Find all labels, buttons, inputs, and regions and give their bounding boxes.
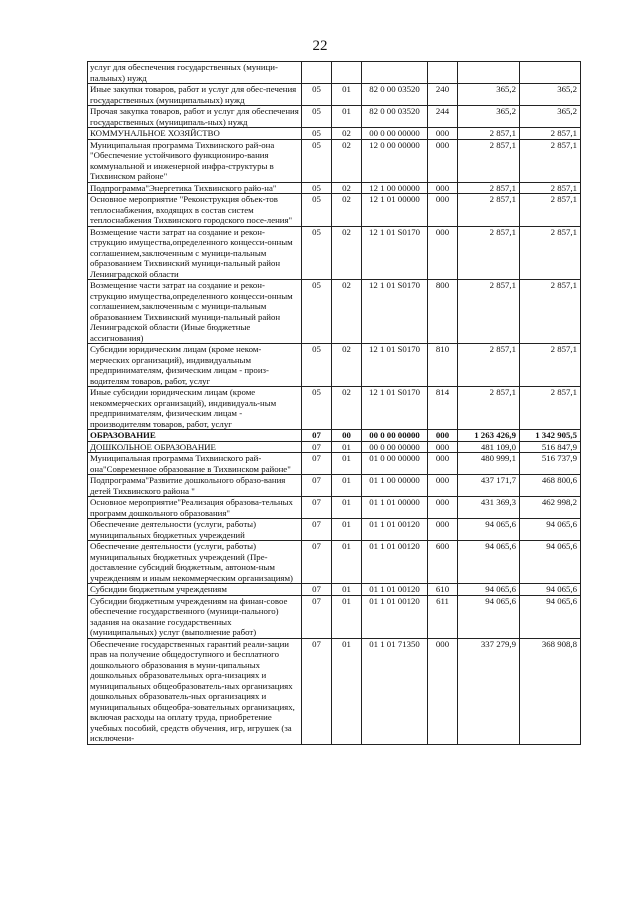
amount-year1-cell: 337 279,9	[458, 638, 520, 744]
expense-type-cell: 000	[428, 638, 458, 744]
row-name-cell: Подпрограмма"Энергетика Тихвинского райо-на"	[88, 182, 302, 194]
row-name-cell: ДОШКОЛЬНОЕ ОБРАЗОВАНИЕ	[88, 441, 302, 453]
amount-year2-cell: 94 065,6	[520, 595, 581, 638]
amount-year2-cell: 2 857,1	[520, 280, 581, 344]
amount-year2-cell: 2 857,1	[520, 182, 581, 194]
subsection-code-cell: 01	[332, 475, 362, 497]
table-row	[88, 62, 581, 84]
amount-year1-cell: 2 857,1	[458, 280, 520, 344]
subsection-code-cell: 01	[332, 497, 362, 519]
expense-type-cell: 000	[428, 182, 458, 194]
expense-type-cell: 000	[428, 453, 458, 475]
subsection-code-cell: 01	[332, 84, 362, 106]
section-code-cell: 05	[302, 226, 332, 280]
expense-type-cell: 610	[428, 584, 458, 596]
subsection-code-cell: 02	[332, 128, 362, 140]
target-article-cell	[362, 62, 428, 84]
section-code-cell: 05	[302, 344, 332, 387]
target-article-cell: 01 1 01 00120	[362, 519, 428, 541]
amount-year1-cell: 2 857,1	[458, 344, 520, 387]
amount-year1-cell: 2 857,1	[458, 387, 520, 430]
table-row	[88, 584, 581, 596]
amount-year2-cell	[520, 62, 581, 84]
row-name-cell: Обеспечение деятельности (услуги, работы) муниципальных бюджетных учреждений	[88, 519, 302, 541]
budget-table	[87, 61, 581, 745]
row-name-cell: ОБРАЗОВАНИЕ	[88, 430, 302, 442]
row-name-cell: Обеспечение деятельности (услуги, работы) муниципальных бюджетных учреждений (Пре-доставление субсидий бюджетным, автоном-ным учреждениям и иным некоммерческим организациям)	[88, 541, 302, 584]
amount-year1-cell: 480 999,1	[458, 453, 520, 475]
expense-type-cell: 814	[428, 387, 458, 430]
expense-type-cell: 000	[428, 519, 458, 541]
row-name-cell: Обеспечение государственных гарантий реали-зации прав на получение общедоступного и бесплатного дошкольного образования в муни-ципальных дошкольных образовательных орга-низациях и муниципальных общеобразователь-ных организациях дошкольных образователь-ных организациях и муниципальных общеобра-зовательных организациях, включая расходы на оплату труда, приобретение учебных пособий, средств обучения, игр, игрушек (за исключени-	[88, 638, 302, 744]
section-code-cell: 05	[302, 194, 332, 227]
amount-year1-cell: 2 857,1	[458, 226, 520, 280]
row-name-cell: Муниципальная программа Тихвинского рай-она "Обеспечение устойчивого функциониро-вания коммунальной и инженерной инфра-структуры в Тихвинском районе"	[88, 139, 302, 182]
amount-year2-cell: 2 857,1	[520, 226, 581, 280]
expense-type-cell: 800	[428, 280, 458, 344]
amount-year2-cell: 516 847,9	[520, 441, 581, 453]
expense-type-cell: 000	[428, 128, 458, 140]
amount-year1-cell: 2 857,1	[458, 194, 520, 227]
section-code-cell: 07	[302, 519, 332, 541]
target-article-cell: 01 1 01 00120	[362, 595, 428, 638]
table-row	[88, 595, 581, 638]
expense-type-cell: 810	[428, 344, 458, 387]
section-code-cell: 07	[302, 453, 332, 475]
expense-type-cell: 000	[428, 139, 458, 182]
amount-year2-cell: 468 800,6	[520, 475, 581, 497]
target-article-cell: 00 0 00 00000	[362, 430, 428, 442]
table-row	[88, 430, 581, 442]
amount-year2-cell: 2 857,1	[520, 387, 581, 430]
expense-type-cell: 244	[428, 106, 458, 128]
expense-type-cell: 000	[428, 475, 458, 497]
table-row	[88, 387, 581, 430]
amount-year2-cell: 94 065,6	[520, 584, 581, 596]
amount-year2-cell: 94 065,6	[520, 541, 581, 584]
subsection-code-cell: 01	[332, 541, 362, 584]
amount-year1-cell: 481 109,0	[458, 441, 520, 453]
row-name-cell: Возмещение части затрат на создание и рекон-струкцию имущества,определенного концесси-онным соглашением,заключенным с муници-пальным образованием Тихвинский муници-пальный район Ленинградской области	[88, 226, 302, 280]
target-article-cell: 82 0 00 03520	[362, 84, 428, 106]
table-row	[88, 475, 581, 497]
row-name-cell: КОММУНАЛЬНОЕ ХОЗЯЙСТВО	[88, 128, 302, 140]
target-article-cell: 01 0 00 00000	[362, 453, 428, 475]
page-number: 22	[312, 38, 328, 54]
budget-table-body	[88, 62, 581, 745]
table-row	[88, 106, 581, 128]
section-code-cell: 07	[302, 475, 332, 497]
target-article-cell: 01 1 01 00120	[362, 584, 428, 596]
table-row	[88, 128, 581, 140]
section-code-cell: 05	[302, 84, 332, 106]
row-name-cell: услуг для обеспечения государственных (муници-пальных) нужд	[88, 62, 302, 84]
amount-year1-cell: 94 065,6	[458, 584, 520, 596]
target-article-cell: 00 0 00 00000	[362, 128, 428, 140]
subsection-code-cell: 01	[332, 584, 362, 596]
expense-type-cell: 000	[428, 430, 458, 442]
amount-year2-cell: 2 857,1	[520, 194, 581, 227]
amount-year2-cell: 2 857,1	[520, 139, 581, 182]
target-article-cell: 01 1 01 71350	[362, 638, 428, 744]
table-row	[88, 541, 581, 584]
subsection-code-cell: 02	[332, 226, 362, 280]
row-name-cell: Подпрограмма"Развитие дошкольного образо-вания детей Тихвинского района "	[88, 475, 302, 497]
subsection-code-cell: 01	[332, 106, 362, 128]
section-code-cell: 05	[302, 387, 332, 430]
expense-type-cell	[428, 62, 458, 84]
row-name-cell: Субсидии бюджетным учреждениям	[88, 584, 302, 596]
subsection-code-cell: 01	[332, 441, 362, 453]
amount-year2-cell: 365,2	[520, 84, 581, 106]
amount-year2-cell: 368 908,8	[520, 638, 581, 744]
row-name-cell: Прочая закупка товаров, работ и услуг для обеспечения государственных (муниципаль-ных) нужд	[88, 106, 302, 128]
section-code-cell: 07	[302, 430, 332, 442]
expense-type-cell: 000	[428, 226, 458, 280]
row-name-cell: Иные закупки товаров, работ и услуг для обес-печения государственных (муниципальных) нужд	[88, 84, 302, 106]
row-name-cell: Основное мероприятие "Реконструкция объек-тов теплоснабжения, входящих в состав систем теплоснабжения Тихвинского городского посе-ления"	[88, 194, 302, 227]
table-row	[88, 638, 581, 744]
table-row	[88, 441, 581, 453]
expense-type-cell: 000	[428, 194, 458, 227]
amount-year1-cell: 1 263 426,9	[458, 430, 520, 442]
target-article-cell: 12 0 00 00000	[362, 139, 428, 182]
target-article-cell: 82 0 00 03520	[362, 106, 428, 128]
expense-type-cell: 000	[428, 497, 458, 519]
section-code-cell: 05	[302, 128, 332, 140]
subsection-code-cell: 02	[332, 139, 362, 182]
amount-year1-cell: 2 857,1	[458, 139, 520, 182]
subsection-code-cell: 01	[332, 638, 362, 744]
table-row	[88, 139, 581, 182]
amount-year2-cell: 516 737,9	[520, 453, 581, 475]
subsection-code-cell: 01	[332, 453, 362, 475]
target-article-cell: 01 1 01 00000	[362, 497, 428, 519]
target-article-cell: 12 1 01 00000	[362, 194, 428, 227]
section-code-cell: 07	[302, 497, 332, 519]
subsection-code-cell: 02	[332, 387, 362, 430]
subsection-code-cell: 02	[332, 344, 362, 387]
amount-year1-cell: 94 065,6	[458, 595, 520, 638]
table-row	[88, 182, 581, 194]
amount-year1-cell	[458, 62, 520, 84]
section-code-cell: 07	[302, 584, 332, 596]
target-article-cell: 01 1 00 00000	[362, 475, 428, 497]
table-row	[88, 194, 581, 227]
target-article-cell: 12 1 01 S0170	[362, 344, 428, 387]
target-article-cell: 12 1 00 00000	[362, 182, 428, 194]
table-row	[88, 497, 581, 519]
table-row	[88, 226, 581, 280]
subsection-code-cell: 02	[332, 194, 362, 227]
row-name-cell: Муниципальная программа Тихвинского рай-она"Современное образование в Тихвинском районе"	[88, 453, 302, 475]
amount-year2-cell: 94 065,6	[520, 519, 581, 541]
section-code-cell: 07	[302, 441, 332, 453]
target-article-cell: 01 1 01 00120	[362, 541, 428, 584]
section-code-cell: 07	[302, 541, 332, 584]
amount-year1-cell: 365,2	[458, 106, 520, 128]
table-row	[88, 453, 581, 475]
target-article-cell: 12 1 01 S0170	[362, 280, 428, 344]
table-row	[88, 519, 581, 541]
expense-type-cell: 611	[428, 595, 458, 638]
section-code-cell: 07	[302, 595, 332, 638]
subsection-code-cell: 02	[332, 280, 362, 344]
subsection-code-cell: 02	[332, 182, 362, 194]
section-code-cell: 05	[302, 280, 332, 344]
section-code-cell: 05	[302, 106, 332, 128]
target-article-cell: 00 0 00 00000	[362, 441, 428, 453]
amount-year2-cell: 365,2	[520, 106, 581, 128]
row-name-cell: Возмещение части затрат на создание и рекон-струкцию имущества,определенного концесси-онным соглашением,заключенным с муници-пальным образованием Тихвинский муници-пальный район Ленинградской области (Иные бюджетные ассигнования)	[88, 280, 302, 344]
section-code-cell	[302, 62, 332, 84]
table-row	[88, 344, 581, 387]
table-row	[88, 280, 581, 344]
amount-year1-cell: 365,2	[458, 84, 520, 106]
amount-year1-cell: 94 065,6	[458, 541, 520, 584]
expense-type-cell: 600	[428, 541, 458, 584]
row-name-cell: Иные субсидии юридическим лицам (кроме некоммерческих организаций), индивидуаль-ным предпринимателям, физическим лицам - производителям товаров, работ, услуг	[88, 387, 302, 430]
amount-year1-cell: 431 369,3	[458, 497, 520, 519]
amount-year1-cell: 437 171,7	[458, 475, 520, 497]
table-row	[88, 84, 581, 106]
target-article-cell: 12 1 01 S0170	[362, 387, 428, 430]
subsection-code-cell: 01	[332, 595, 362, 638]
subsection-code-cell: 01	[332, 519, 362, 541]
expense-type-cell: 240	[428, 84, 458, 106]
amount-year1-cell: 2 857,1	[458, 182, 520, 194]
section-code-cell: 05	[302, 182, 332, 194]
row-name-cell: Субсидии бюджетным учреждениям на финан-совое обеспечение государственного (муници-пального) задания на оказание государственных (муниципальных) услуг (выполнение работ)	[88, 595, 302, 638]
subsection-code-cell	[332, 62, 362, 84]
row-name-cell: Субсидии юридическим лицам (кроме неком-мерческих организаций), индивидуальным предпринимателям, физическим лицам - произ-водителям товаров, работ, услуг	[88, 344, 302, 387]
section-code-cell: 05	[302, 139, 332, 182]
amount-year1-cell: 2 857,1	[458, 128, 520, 140]
amount-year2-cell: 2 857,1	[520, 344, 581, 387]
subsection-code-cell: 00	[332, 430, 362, 442]
expense-type-cell: 000	[428, 441, 458, 453]
row-name-cell: Основное мероприятие"Реализация образова-тельных программ дошкольного образования"	[88, 497, 302, 519]
target-article-cell: 12 1 01 S0170	[362, 226, 428, 280]
amount-year2-cell: 2 857,1	[520, 128, 581, 140]
section-code-cell: 07	[302, 638, 332, 744]
amount-year2-cell: 1 342 905,5	[520, 430, 581, 442]
amount-year2-cell: 462 998,2	[520, 497, 581, 519]
amount-year1-cell: 94 065,6	[458, 519, 520, 541]
